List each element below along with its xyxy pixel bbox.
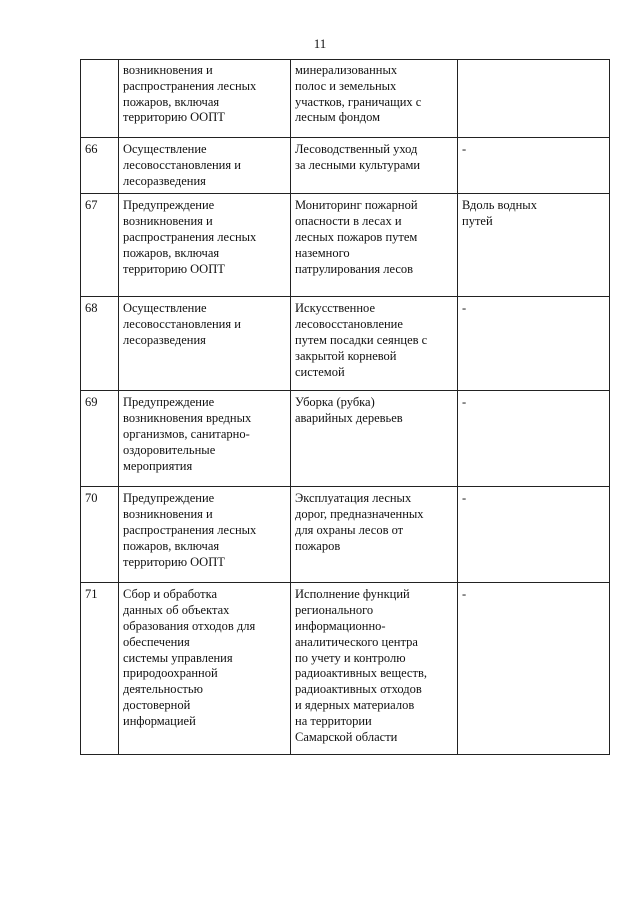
note-cell [458, 583, 610, 755]
activity-text-line: пожаров, включая [123, 245, 220, 260]
activity-text-line: распространения лесных [123, 229, 257, 244]
measure-text-line: Исполнение функций [295, 587, 410, 602]
measure-cell [291, 487, 458, 583]
row-number-cell: 67 [81, 194, 119, 297]
activity-text-line: Предупреждение [123, 395, 215, 410]
measure-text-line: Мониторинг пожарной [295, 198, 418, 213]
measure-text-line: за лесными культурами [295, 157, 421, 172]
activity-text-line: распространения лесных [123, 522, 257, 537]
note-text-line: - [462, 301, 467, 316]
measure-text-line: на территории [295, 713, 372, 728]
activity-text-line: Осуществление [123, 301, 207, 316]
activity-text-line: возникновения вредных [123, 411, 252, 426]
measure-text-line: Самарской области [295, 729, 398, 744]
measure-text-line: системой [295, 364, 345, 379]
table-row [81, 138, 610, 194]
activity-text-line: территорию ООПТ [123, 110, 225, 125]
table-row [81, 297, 610, 391]
activity-text-line: территорию ООПТ [123, 261, 225, 276]
activity-text-line: организмов, санитарно- [123, 426, 250, 441]
activity-text-line: оздоровительные [123, 442, 216, 457]
note-text-line: - [462, 587, 467, 602]
measure-cell [291, 391, 458, 487]
activity-text-line: лесовосстановления и [123, 157, 241, 172]
activity-text-line: достоверной [123, 697, 191, 712]
activity-cell [119, 297, 291, 391]
note-text-line: путей [462, 214, 493, 229]
note-text-line: - [462, 491, 467, 506]
measure-cell [291, 297, 458, 391]
measure-text-line: патрулирования лесов [295, 261, 414, 276]
activity-text-line: природоохранной [123, 666, 218, 681]
measure-text-line: Лесоводственный уход [295, 142, 418, 156]
measure-text-line: информационно- [295, 618, 386, 633]
measure-text-line: по учету и контролю [295, 650, 406, 665]
activity-text-line: Сбор и обработка [123, 587, 218, 602]
measure-text-line: и ядерных материалов [295, 697, 415, 712]
measure-text-line: Искусственное [295, 301, 375, 316]
measure-text-line: дорог, предназначенных [295, 507, 424, 522]
activities-table [80, 59, 610, 755]
activity-text-line: возникновения и [123, 507, 213, 522]
measure-text-line: Эксплуатация лесных [295, 491, 412, 506]
note-cell [458, 194, 610, 297]
measure-text-line: аналитического центра [295, 634, 418, 649]
note-cell [458, 391, 610, 487]
activity-text-line: информацией [123, 713, 196, 728]
measure-text-line: лесным фондом [295, 110, 381, 125]
note-text-line: Вдоль водных [462, 198, 537, 213]
page-number: 11 [313, 36, 327, 51]
measure-text-line: для охраны лесов от [295, 522, 404, 537]
activity-text-line: территорию ООПТ [123, 554, 225, 569]
note-cell [458, 138, 610, 194]
measure-text-line: регионального [295, 603, 374, 618]
activity-text-line: Осуществление [123, 142, 207, 156]
table-row [81, 487, 610, 583]
measure-text-line: опасности в лесах и [295, 214, 402, 229]
activity-text-line: лесовосстановления и [123, 317, 241, 332]
activity-text-line: деятельностью [123, 682, 203, 697]
activity-text-line: мероприятия [123, 458, 193, 473]
measure-cell [291, 194, 458, 297]
row-number-cell: 68 [81, 297, 119, 391]
table-row [81, 583, 610, 755]
activity-text-line: возникновения и [123, 63, 213, 77]
measure-text-line: полос и земельных [295, 78, 397, 93]
row-number-cell: 66 [81, 138, 119, 194]
measure-cell [291, 60, 458, 138]
note-text-line: - [462, 142, 467, 156]
measure-text-line: путем посадки сеянцев с [295, 332, 428, 347]
activity-cell [119, 487, 291, 583]
activity-text-line: образования отходов для [123, 618, 256, 633]
activity-text-line: пожаров, включая [123, 94, 220, 109]
table-row [81, 391, 610, 487]
measure-text-line: минерализованных [295, 63, 398, 77]
activity-text-line: лесоразведения [123, 332, 206, 347]
measure-text-line: лесовосстановление [295, 317, 403, 332]
measure-text-line: лесных пожаров путем [295, 229, 418, 244]
activity-cell [119, 138, 291, 194]
row-number-cell: 71 [81, 583, 119, 755]
row-number-cell: 69 [81, 391, 119, 487]
activity-text-line: Предупреждение [123, 491, 215, 506]
measure-text-line: Уборка (рубка) [295, 395, 375, 410]
measure-text-line: наземного [295, 245, 350, 260]
activity-cell [119, 194, 291, 297]
activity-text-line: возникновения и [123, 214, 213, 229]
activity-cell [119, 583, 291, 755]
measure-text-line: закрытой корневой [295, 348, 397, 363]
measure-text-line: пожаров [295, 538, 341, 553]
measure-cell [291, 138, 458, 194]
activity-text-line: пожаров, включая [123, 538, 220, 553]
measure-text-line: радиоактивных отходов [295, 682, 422, 697]
activity-text-line: лесоразведения [123, 173, 206, 188]
activity-text-line: Предупреждение [123, 198, 215, 213]
note-text-line: - [462, 395, 467, 410]
measure-text-line: радиоактивных веществ, [295, 666, 427, 681]
row-number-cell: 70 [81, 487, 119, 583]
measure-cell [291, 583, 458, 755]
table-row [81, 194, 610, 297]
activity-cell [119, 60, 291, 138]
note-cell [458, 297, 610, 391]
activity-cell [119, 391, 291, 487]
activity-text-line: системы управления [123, 650, 233, 665]
table-row [81, 60, 610, 138]
note-cell [458, 60, 610, 138]
measure-text-line: аварийных деревьев [295, 411, 403, 426]
row-number-cell [81, 60, 119, 138]
measure-text-line: участков, граничащих с [295, 94, 422, 109]
activity-text-line: данных об объектах [123, 603, 230, 618]
note-cell [458, 487, 610, 583]
activity-text-line: обеспечения [123, 634, 190, 649]
activity-text-line: распространения лесных [123, 78, 257, 93]
